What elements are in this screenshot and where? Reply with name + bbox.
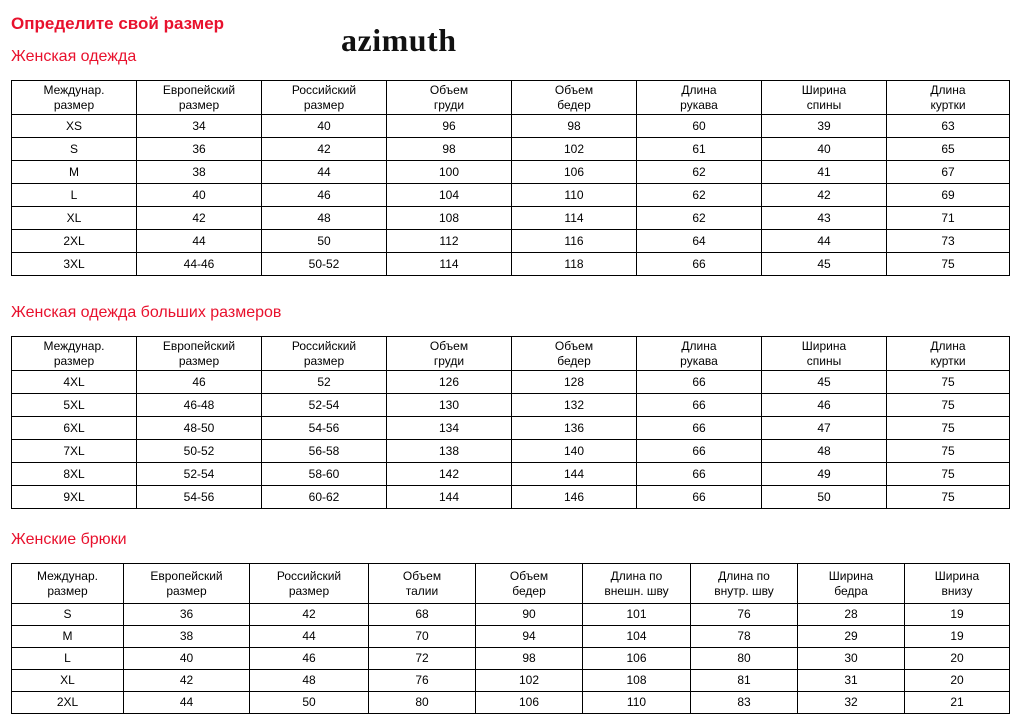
table-row xyxy=(12,115,1010,138)
section-title-womens-trousers: Женские брюки xyxy=(11,531,127,548)
table-cell: 67 xyxy=(887,161,1010,184)
table-row xyxy=(12,207,1010,230)
table-cell: 114 xyxy=(512,207,637,230)
table-cell: 40 xyxy=(762,138,887,161)
table-cell: 40 xyxy=(124,648,250,670)
table-cell: 44 xyxy=(262,161,387,184)
column-header: Ширина спины xyxy=(762,81,887,115)
table-cell: 20 xyxy=(905,670,1010,692)
table-cell: 69 xyxy=(887,184,1010,207)
table-cell: 52-54 xyxy=(137,463,262,486)
table-cell: 126 xyxy=(387,371,512,394)
table-cell: 98 xyxy=(387,138,512,161)
table-row xyxy=(12,138,1010,161)
table-cell: 66 xyxy=(637,253,762,276)
table-cell: 42 xyxy=(137,207,262,230)
table-cell: 106 xyxy=(476,692,583,714)
column-header: Объем бедер xyxy=(512,81,637,115)
table-cell: 44 xyxy=(137,230,262,253)
table-cell: 78 xyxy=(691,626,798,648)
table-cell: 144 xyxy=(387,486,512,509)
table-cell: 54-56 xyxy=(262,417,387,440)
column-header: Длина по внешн. шву xyxy=(583,564,691,604)
table-cell: 38 xyxy=(137,161,262,184)
table-cell: 60-62 xyxy=(262,486,387,509)
column-header: Российский размер xyxy=(250,564,369,604)
table-cell: 146 xyxy=(512,486,637,509)
table-cell: 83 xyxy=(691,692,798,714)
table-row xyxy=(12,692,1010,714)
table-cell: 46-48 xyxy=(137,394,262,417)
table-cell: 30 xyxy=(798,648,905,670)
table-cell: 118 xyxy=(512,253,637,276)
table-cell: 80 xyxy=(369,692,476,714)
table-row xyxy=(12,648,1010,670)
table-cell: 144 xyxy=(512,463,637,486)
table-cell: 75 xyxy=(887,371,1010,394)
table-cell: 104 xyxy=(387,184,512,207)
table-cell: 48-50 xyxy=(137,417,262,440)
table-row xyxy=(12,184,1010,207)
table-cell: 7XL xyxy=(12,440,137,463)
table-cell: 9XL xyxy=(12,486,137,509)
column-header: Длина рукава xyxy=(637,81,762,115)
table-cell: 39 xyxy=(762,115,887,138)
table-cell: 38 xyxy=(124,626,250,648)
column-header: Объем груди xyxy=(387,81,512,115)
table-cell: 75 xyxy=(887,253,1010,276)
table-cell: 140 xyxy=(512,440,637,463)
table-cell: 42 xyxy=(262,138,387,161)
table-row xyxy=(12,253,1010,276)
table-cell: 34 xyxy=(137,115,262,138)
table-cell: 66 xyxy=(637,486,762,509)
table-cell: L xyxy=(12,184,137,207)
table-cell: 48 xyxy=(250,670,369,692)
table-cell: 50 xyxy=(262,230,387,253)
table-cell: 64 xyxy=(637,230,762,253)
table-cell: 19 xyxy=(905,604,1010,626)
table-cell: 132 xyxy=(512,394,637,417)
table-cell: 49 xyxy=(762,463,887,486)
table-cell: 29 xyxy=(798,626,905,648)
table-cell: 42 xyxy=(762,184,887,207)
table-cell: 50-52 xyxy=(137,440,262,463)
table-cell: 48 xyxy=(762,440,887,463)
table-cell: 19 xyxy=(905,626,1010,648)
table-cell: 66 xyxy=(637,417,762,440)
table-cell: 66 xyxy=(637,440,762,463)
table-cell: 47 xyxy=(762,417,887,440)
table-cell: 112 xyxy=(387,230,512,253)
table-row xyxy=(12,371,1010,394)
table-cell: 130 xyxy=(387,394,512,417)
table-cell: 50 xyxy=(250,692,369,714)
table-cell: 72 xyxy=(369,648,476,670)
table-cell: 60 xyxy=(637,115,762,138)
table-cell: M xyxy=(12,161,137,184)
table-cell: 76 xyxy=(369,670,476,692)
table-cell: 81 xyxy=(691,670,798,692)
table-cell: 61 xyxy=(637,138,762,161)
table-cell: 45 xyxy=(762,253,887,276)
table-row xyxy=(12,161,1010,184)
table-cell: 46 xyxy=(137,371,262,394)
table-row xyxy=(12,463,1010,486)
table-cell: 5XL xyxy=(12,394,137,417)
column-header: Междунар. размер xyxy=(12,564,124,604)
table-row xyxy=(12,486,1010,509)
table-cell: 40 xyxy=(137,184,262,207)
table-cell: 41 xyxy=(762,161,887,184)
table-cell: 44-46 xyxy=(137,253,262,276)
table-cell: 31 xyxy=(798,670,905,692)
table-cell: 44 xyxy=(762,230,887,253)
column-header: Объем бедер xyxy=(512,337,637,371)
table-cell: 42 xyxy=(250,604,369,626)
column-header: Европейский размер xyxy=(137,81,262,115)
table-cell: 52-54 xyxy=(262,394,387,417)
table-cell: 2XL xyxy=(12,692,124,714)
table-cell: 101 xyxy=(583,604,691,626)
table-cell: 102 xyxy=(476,670,583,692)
table-cell: 3XL xyxy=(12,253,137,276)
table-cell: 68 xyxy=(369,604,476,626)
table-row xyxy=(12,604,1010,626)
table-cell: 142 xyxy=(387,463,512,486)
column-header: Ширина внизу xyxy=(905,564,1010,604)
table-cell: 75 xyxy=(887,417,1010,440)
table-cell: 4XL xyxy=(12,371,137,394)
table-cell: 45 xyxy=(762,371,887,394)
table-cell: 98 xyxy=(512,115,637,138)
table-cell: 108 xyxy=(387,207,512,230)
column-header: Ширина бедра xyxy=(798,564,905,604)
page-title: Определите свой размер xyxy=(11,14,225,33)
table-cell: 62 xyxy=(637,207,762,230)
table-cell: 8XL xyxy=(12,463,137,486)
table-row xyxy=(12,417,1010,440)
table-cell: 98 xyxy=(476,648,583,670)
table-cell: 104 xyxy=(583,626,691,648)
table-cell: 94 xyxy=(476,626,583,648)
table-cell: 138 xyxy=(387,440,512,463)
table-cell: 46 xyxy=(262,184,387,207)
table-cell: 114 xyxy=(387,253,512,276)
table-cell: 65 xyxy=(887,138,1010,161)
table-cell: 90 xyxy=(476,604,583,626)
section-title-womens-plus-size: Женская одежда больших размеров xyxy=(11,304,282,321)
table-cell: 63 xyxy=(887,115,1010,138)
column-header: Длина рукава xyxy=(637,337,762,371)
table-cell: 62 xyxy=(637,161,762,184)
table-cell: 75 xyxy=(887,394,1010,417)
table-cell: 62 xyxy=(637,184,762,207)
column-header: Длина куртки xyxy=(887,81,1010,115)
table-cell: 43 xyxy=(762,207,887,230)
column-header: Объем талии xyxy=(369,564,476,604)
table-cell: 108 xyxy=(583,670,691,692)
column-header: Междунар. размер xyxy=(12,81,137,115)
table-cell: L xyxy=(12,648,124,670)
table-cell: 56-58 xyxy=(262,440,387,463)
table-cell: 102 xyxy=(512,138,637,161)
table-cell: 110 xyxy=(512,184,637,207)
section-title-womens-clothing: Женская одежда xyxy=(11,48,137,65)
column-header: Ширина спины xyxy=(762,337,887,371)
column-header: Европейский размер xyxy=(124,564,250,604)
column-header: Российский размер xyxy=(262,337,387,371)
table-cell: 36 xyxy=(137,138,262,161)
table-cell: 80 xyxy=(691,648,798,670)
table-cell: 75 xyxy=(887,463,1010,486)
column-header: Европейский размер xyxy=(137,337,262,371)
table-cell: 75 xyxy=(887,440,1010,463)
table-cell: 116 xyxy=(512,230,637,253)
table-cell: 75 xyxy=(887,486,1010,509)
table-cell: 6XL xyxy=(12,417,137,440)
table-cell: 66 xyxy=(637,394,762,417)
table-cell: 134 xyxy=(387,417,512,440)
table-cell: 20 xyxy=(905,648,1010,670)
table-cell: 66 xyxy=(637,463,762,486)
table-cell: 73 xyxy=(887,230,1010,253)
table-cell: 36 xyxy=(124,604,250,626)
table-cell: 48 xyxy=(262,207,387,230)
table-cell: 70 xyxy=(369,626,476,648)
table-cell: 40 xyxy=(262,115,387,138)
table-cell: 106 xyxy=(512,161,637,184)
table-cell: 76 xyxy=(691,604,798,626)
table-row xyxy=(12,440,1010,463)
table-cell: 110 xyxy=(583,692,691,714)
table-cell: 46 xyxy=(762,394,887,417)
column-header: Междунар. размер xyxy=(12,337,137,371)
table-cell: 52 xyxy=(262,371,387,394)
table-cell: 106 xyxy=(583,648,691,670)
table-cell: XL xyxy=(12,670,124,692)
table-cell: S xyxy=(12,604,124,626)
table-cell: 58-60 xyxy=(262,463,387,486)
table-cell: 71 xyxy=(887,207,1010,230)
table-cell: 50 xyxy=(762,486,887,509)
brand-logo: azimuth xyxy=(341,22,457,58)
table-cell: 2XL xyxy=(12,230,137,253)
column-header: Объем груди xyxy=(387,337,512,371)
table-cell: 66 xyxy=(637,371,762,394)
womens-plus-size-table xyxy=(11,336,1010,509)
table-row xyxy=(12,670,1010,692)
table-cell: 32 xyxy=(798,692,905,714)
column-header: Российский размер xyxy=(262,81,387,115)
table-cell: 46 xyxy=(250,648,369,670)
table-cell: 50-52 xyxy=(262,253,387,276)
table-cell: S xyxy=(12,138,137,161)
table-cell: 54-56 xyxy=(137,486,262,509)
table-row xyxy=(12,626,1010,648)
table-row xyxy=(12,394,1010,417)
table-cell: 28 xyxy=(798,604,905,626)
table-cell: 136 xyxy=(512,417,637,440)
column-header: Объем бедер xyxy=(476,564,583,604)
table-cell: XL xyxy=(12,207,137,230)
table-cell: 21 xyxy=(905,692,1010,714)
table-row xyxy=(12,230,1010,253)
table-cell: XS xyxy=(12,115,137,138)
table-cell: 44 xyxy=(124,692,250,714)
table-cell: 100 xyxy=(387,161,512,184)
table-cell: 44 xyxy=(250,626,369,648)
womens-clothing-size-table xyxy=(11,80,1010,276)
table-cell: 128 xyxy=(512,371,637,394)
table-cell: 42 xyxy=(124,670,250,692)
table-cell: 96 xyxy=(387,115,512,138)
table-cell: M xyxy=(12,626,124,648)
column-header: Длина куртки xyxy=(887,337,1010,371)
womens-trousers-size-table xyxy=(11,563,1010,714)
column-header: Длина по внутр. шву xyxy=(691,564,798,604)
